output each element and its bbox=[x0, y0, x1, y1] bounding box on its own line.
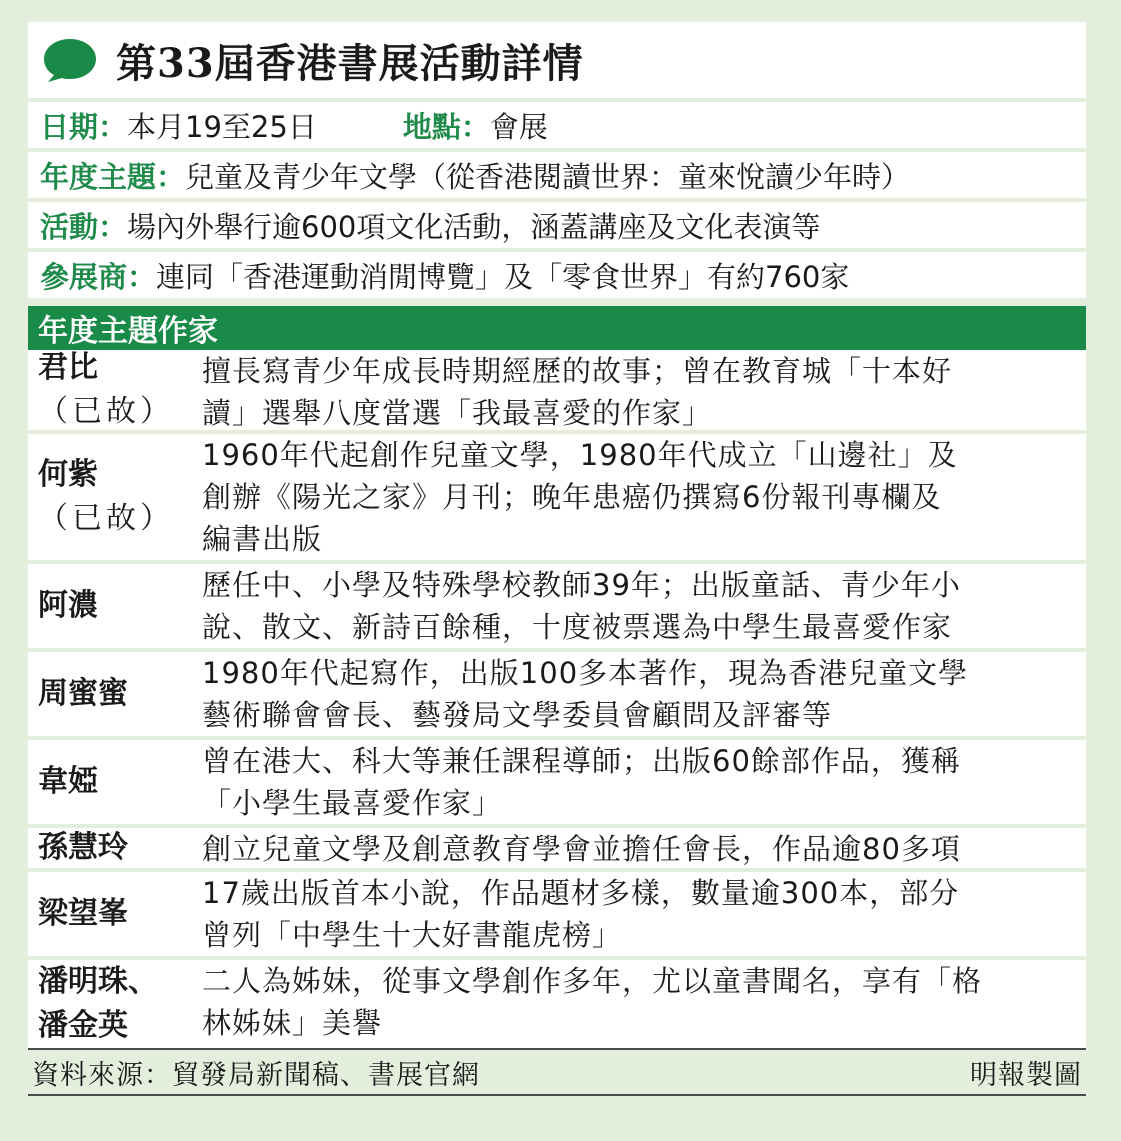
activity-label: 活動： bbox=[40, 209, 128, 244]
date-value: 本月19至25日 bbox=[127, 109, 317, 144]
title-bar bbox=[28, 22, 1086, 98]
author-name: 周蜜蜜 bbox=[38, 676, 128, 711]
author-name-cell bbox=[28, 434, 198, 560]
exhibitor-value: 連同「香港運動消閒博覽」及「零食世界」有約760家 bbox=[156, 259, 850, 294]
author-name: 孫慧玲 bbox=[38, 830, 128, 865]
author-name-cell bbox=[28, 960, 198, 1048]
venue-value: 會展 bbox=[489, 109, 548, 144]
theme-label: 年度主題： bbox=[40, 159, 186, 194]
description-line: 藝術聯會會長、藝發局文學委員會顧問及評審等 bbox=[202, 698, 833, 732]
description-line: 曾列「中學生十大好書龍虎榜」 bbox=[202, 918, 623, 952]
info-card bbox=[28, 22, 1086, 1096]
author-name-cell bbox=[28, 564, 198, 648]
footer bbox=[28, 1048, 1086, 1096]
author-name: 阿濃 bbox=[38, 588, 98, 623]
author-description bbox=[198, 350, 1086, 430]
author-row bbox=[28, 564, 1086, 652]
author-row bbox=[28, 652, 1086, 740]
author-description bbox=[198, 872, 1086, 956]
venue-label: 地點： bbox=[402, 109, 490, 144]
author-row bbox=[28, 350, 1086, 434]
date-venue-row bbox=[28, 102, 1086, 148]
author-description bbox=[198, 652, 1086, 736]
author-name-cell bbox=[28, 872, 198, 956]
speech-bubble-icon bbox=[42, 37, 98, 83]
description-line: 創辦《陽光之家》月刊；晚年患癌仍撰寫6份報刊專欄及 bbox=[202, 480, 942, 514]
author-name-second: 潘金英 bbox=[38, 1008, 128, 1043]
author-description bbox=[198, 960, 1086, 1048]
activity-value: 場內外舉行逾600項文化活動，涵蓋講座及文化表演等 bbox=[127, 209, 821, 244]
author-name-cell bbox=[28, 740, 198, 824]
author-row bbox=[28, 872, 1086, 960]
description-line: 「小學生最喜愛作家」 bbox=[202, 786, 503, 820]
page-title: 第33屆香港書展活動詳情 bbox=[116, 39, 584, 87]
description-line: 林姊妹」美譽 bbox=[202, 1006, 383, 1040]
author-description bbox=[198, 434, 1086, 560]
description-line: 說、散文、新詩百餘種，十度被票選為中學生最喜愛作家 bbox=[202, 610, 953, 644]
activity-row bbox=[28, 202, 1086, 248]
date-label: 日期： bbox=[40, 109, 128, 144]
author-name: 梁望峯 bbox=[38, 896, 128, 931]
description-line: 歷任中、小學及特殊學校教師39年；出版童話、青少年小 bbox=[202, 568, 961, 602]
author-status: （已故） bbox=[38, 501, 174, 536]
description-line: 1960年代起創作兒童文學，1980年代成立「山邊社」及 bbox=[202, 438, 958, 472]
credit-text: 明報製圖 bbox=[970, 1059, 1082, 1091]
description-line: 讀」選舉八度當選「我最喜愛的作家」 bbox=[202, 396, 713, 430]
author-name-cell bbox=[28, 350, 198, 430]
author-name: 潘明珠、 bbox=[38, 964, 158, 999]
description-line: 曾在港大、科大等兼任課程導師；出版60餘部作品，獲稱 bbox=[202, 744, 961, 778]
exhibitor-label: 參展商： bbox=[40, 259, 157, 294]
author-row bbox=[28, 828, 1086, 872]
author-name: 何紫 bbox=[38, 457, 98, 492]
description-line: 二人為姊妹，從事文學創作多年，尤以童書聞名，享有「格 bbox=[202, 964, 983, 998]
exhibitor-row bbox=[28, 252, 1086, 298]
author-description bbox=[198, 828, 1086, 868]
theme-row bbox=[28, 152, 1086, 198]
description-line: 擅長寫青少年成長時期經歷的故事；曾在教育城「十本好 bbox=[202, 354, 953, 388]
author-name: 韋婭 bbox=[38, 764, 98, 799]
description-line: 17歲出版首本小說，作品題材多樣，數量逾300本，部分 bbox=[202, 876, 960, 910]
source-text: 資料來源：貿發局新聞稿、書展官網 bbox=[32, 1059, 480, 1091]
author-row bbox=[28, 960, 1086, 1048]
author-status: （已故） bbox=[38, 394, 174, 429]
description-line: 1980年代起寫作，出版100多本著作，現為香港兒童文學 bbox=[202, 656, 969, 690]
author-description bbox=[198, 564, 1086, 648]
author-row bbox=[28, 434, 1086, 564]
authors-section-header: 年度主題作家 bbox=[28, 306, 1086, 350]
description-line: 編書出版 bbox=[202, 522, 323, 556]
author-name-cell bbox=[28, 652, 198, 736]
description-line: 創立兒童文學及創意教育學會並擔任會長，作品逾80多項 bbox=[202, 832, 961, 866]
author-description bbox=[198, 740, 1086, 824]
theme-value: 兒童及青少年文學（從香港閱讀世界：童來悅讀少年時） bbox=[185, 159, 911, 194]
author-name: 君比 bbox=[38, 350, 98, 385]
author-name-cell bbox=[28, 828, 198, 868]
author-row bbox=[28, 740, 1086, 828]
